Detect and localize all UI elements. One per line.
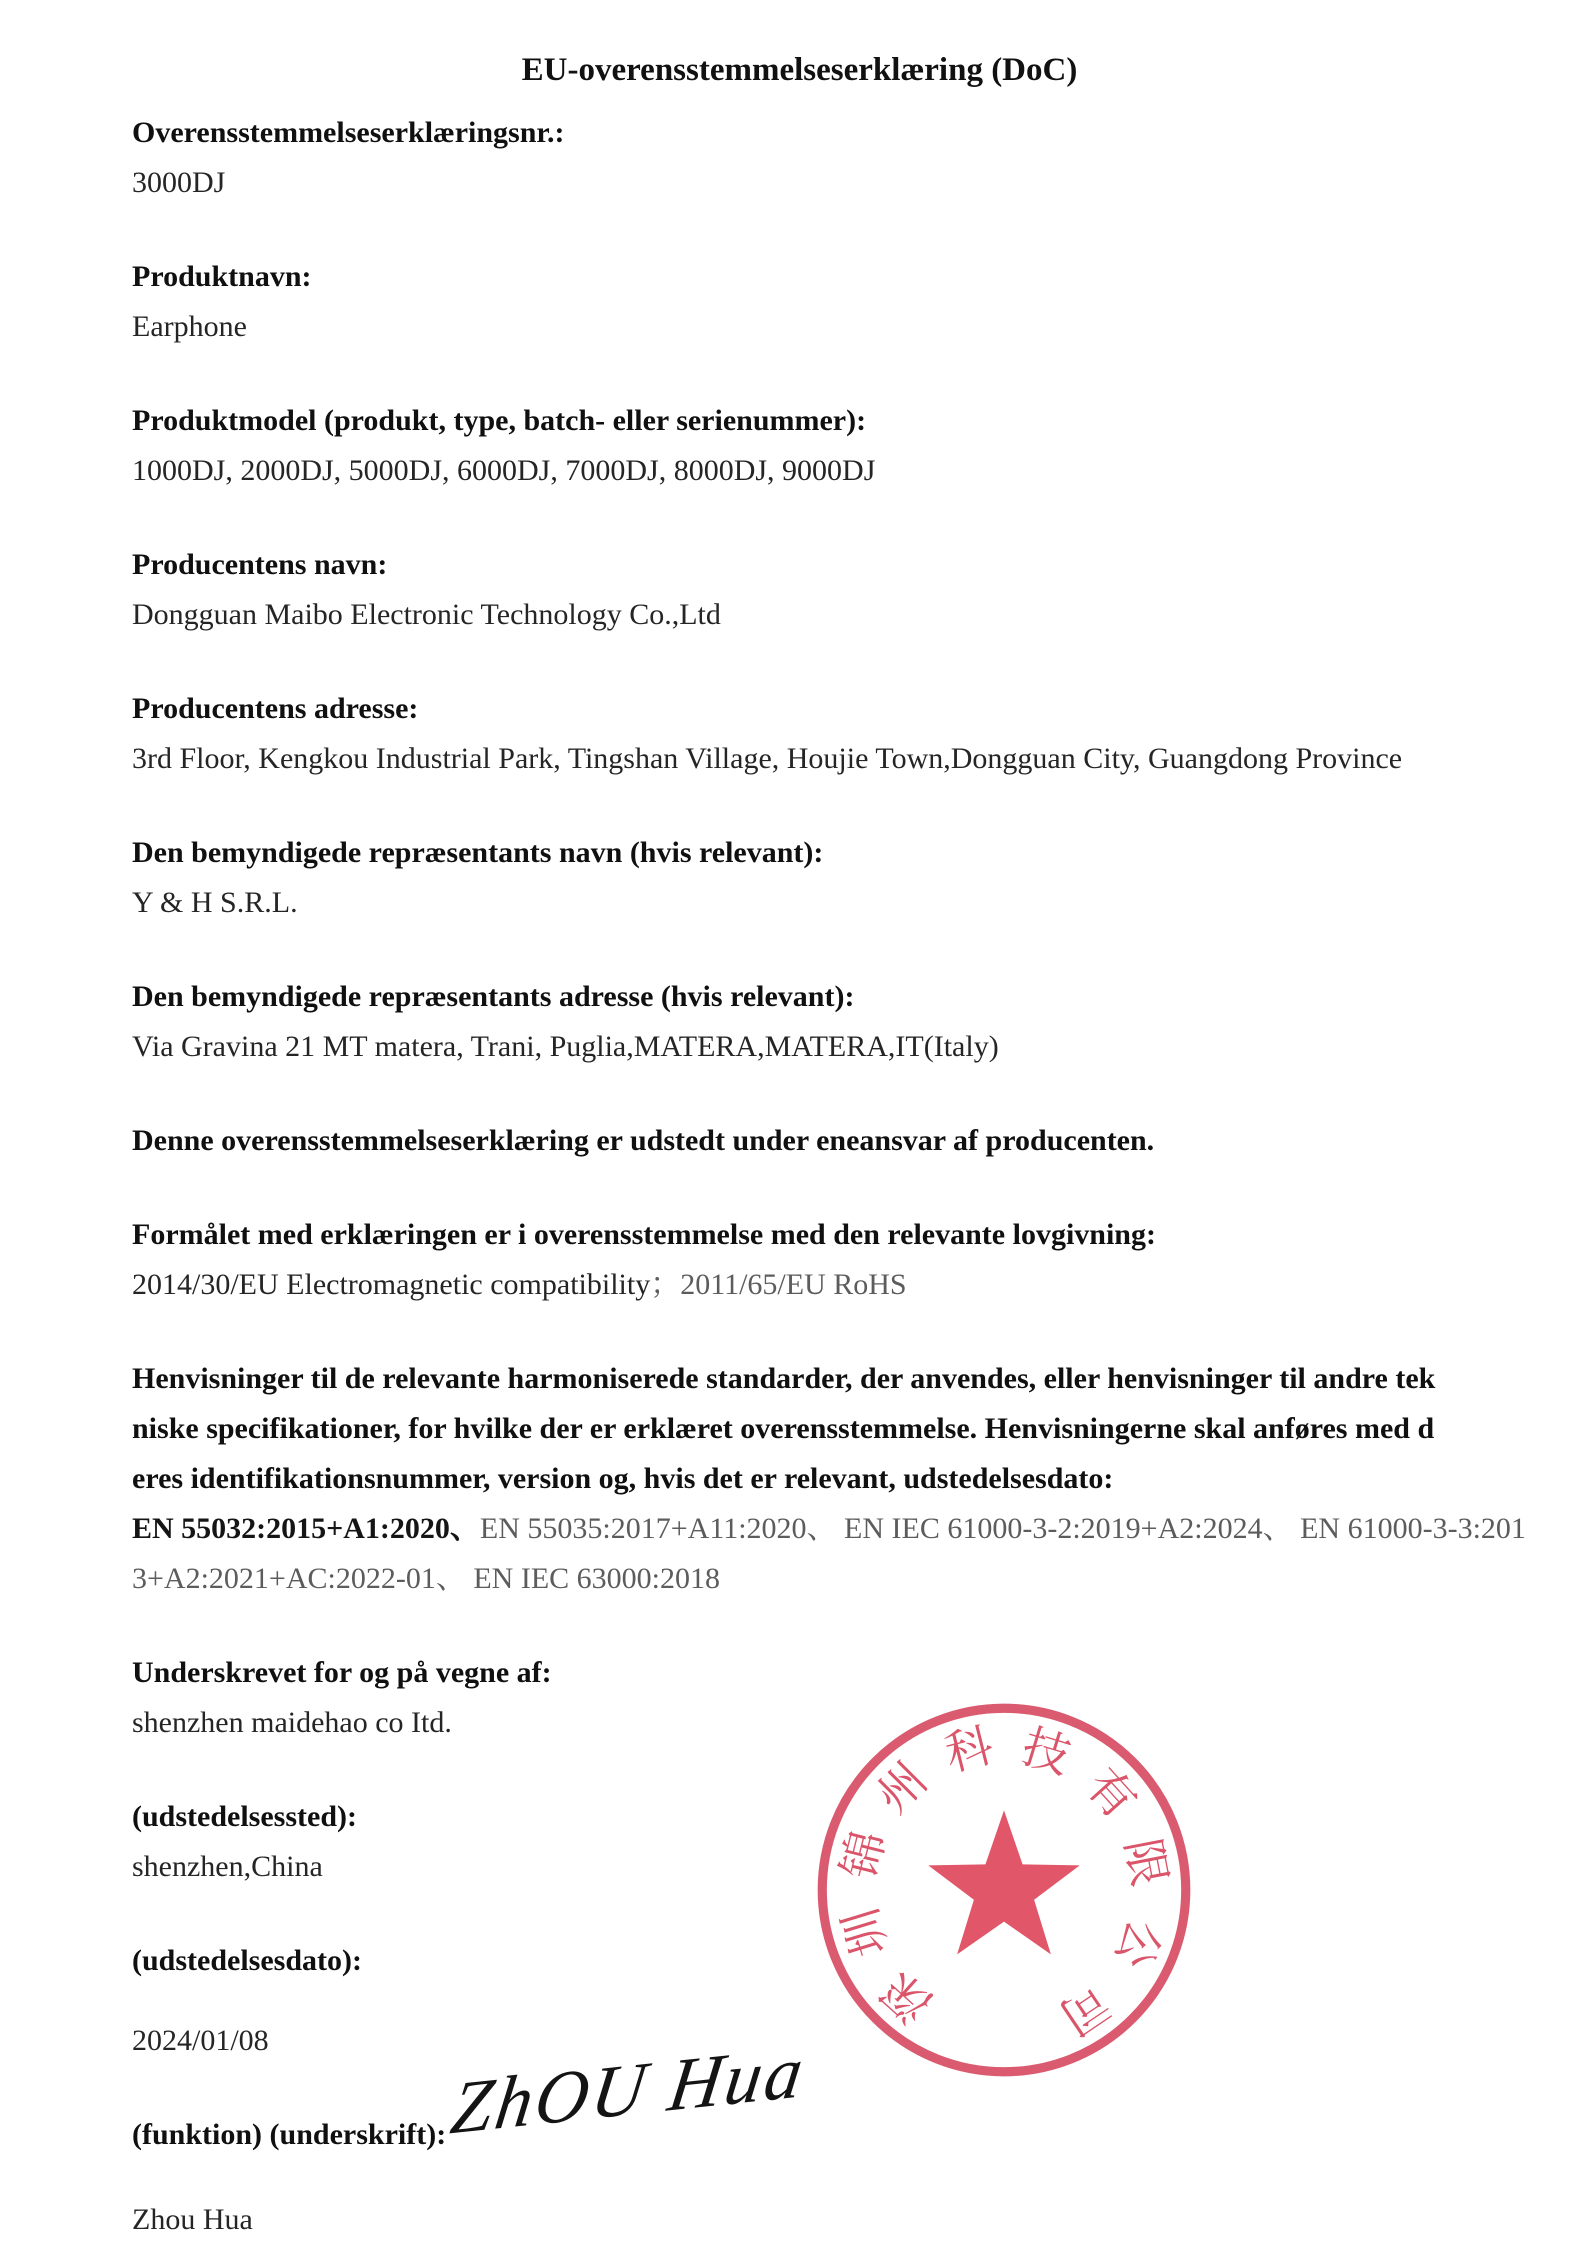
issue-date-label: (udstedelsesdato): xyxy=(132,1944,362,1977)
field-manufacturer-address-label: Producentens adresse: xyxy=(132,692,419,725)
issue-place-label: (udstedelsessted): xyxy=(132,1800,357,1833)
legislation-block xyxy=(132,1210,1467,1310)
declaration-statement: Denne overensstemmelseserklæring er udstedt under eneansvar af producenten. xyxy=(132,1124,1155,1157)
standards-intro-line-3: eres identifikationsnummer, version og, hvis det er relevant, udstedelsesdato: xyxy=(132,1462,1114,1495)
field-product-name-label: Produktnavn: xyxy=(132,260,312,293)
field-representative-address-value: Via Gravina 21 MT matera, Trani, Puglia,MATERA,MATERA,IT(Italy) xyxy=(132,1030,999,1063)
field-doc-number-label: Overensstemmelseserklæringsnr.: xyxy=(132,116,565,149)
field-doc-number-value: 3000DJ xyxy=(132,166,226,199)
standards-list-line-2: 3+A2:2021+AC:2022-01、 EN IEC 63000:2018 xyxy=(132,1562,720,1595)
field-product-model xyxy=(132,396,1467,496)
stamp-char: 技 xyxy=(1015,1720,1077,1785)
company-stamp xyxy=(810,1696,1198,2084)
stamp-char: 限 xyxy=(1115,1834,1176,1891)
standards-list-line-1-rest: EN 55035:2017+A11:2020、 EN IEC 61000-3-2:2019+A2:2024、 EN 61000-3-3:201 xyxy=(479,1512,1526,1545)
standards-intro-line-1: Henvisninger til de relevante harmoniserede standarder, der anvendes, eller henvisninger til andre tek xyxy=(132,1362,1436,1395)
standards-block xyxy=(132,1354,1526,1604)
standards-list-line-1 xyxy=(132,1504,1526,1554)
issue-place-block xyxy=(132,1792,1467,1892)
issue-date-value: 2024/01/08 xyxy=(132,2024,269,2057)
stamp-char: 科 xyxy=(940,1719,999,1782)
signed-for-value: shenzhen maidehao co Itd. xyxy=(132,1706,452,1739)
stamp-char: 深 xyxy=(873,1961,943,2032)
field-product-name xyxy=(132,252,1467,352)
signed-for-label: Underskrevet for og på vegne af: xyxy=(132,1656,552,1689)
field-representative-name xyxy=(132,828,1467,928)
stamp-char: 圳 xyxy=(834,1901,899,1963)
field-representative-address-label: Den bemyndigede repræsentants adresse (hvis relevant): xyxy=(132,980,855,1013)
field-representative-name-value: Y & H S.R.L. xyxy=(132,886,298,919)
field-manufacturer-name-label: Producentens navn: xyxy=(132,548,388,581)
legislation-separator: ； xyxy=(650,1268,681,1301)
declaration-statement-block xyxy=(132,1116,1467,1166)
field-product-name-value: Earphone xyxy=(132,310,247,343)
field-representative-name-label: Den bemyndigede repræsentants navn (hvis relevant): xyxy=(132,836,824,869)
stamp-char: 州 xyxy=(867,1753,938,1824)
signed-for-block xyxy=(132,1648,1467,1748)
standard-en-55032: EN 55032:2015+A1:2020、 xyxy=(132,1512,480,1545)
field-product-model-value: 1000DJ, 2000DJ, 5000DJ, 6000DJ, 7000DJ, 8000DJ, 9000DJ xyxy=(132,454,876,487)
field-manufacturer-address xyxy=(132,684,1467,784)
signer-name: Zhou Hua xyxy=(132,2203,253,2236)
legislation-label: Formålet med erklæringen er i overensstemmelse med den relevante lovgivning: xyxy=(132,1218,1156,1251)
standards-intro-line-2: niske specifikationer, for hvilke der er erklæret overensstemmelse. Henvisningerne skal anføres med d xyxy=(132,1412,1435,1445)
field-manufacturer-name-value: Dongguan Maibo Electronic Technology Co.,Ltd xyxy=(132,598,721,631)
stamp-char: 锦 xyxy=(833,1826,896,1885)
stamp-char: 有 xyxy=(1075,1759,1146,1829)
field-representative-address xyxy=(132,972,1467,1072)
stamp-char: 司 xyxy=(1050,1974,1119,2044)
function-signature-label: (funktion) (underskrift): xyxy=(132,2118,447,2151)
handwritten-signature: ZhOU Hua xyxy=(446,2030,811,2151)
stamp-star-icon xyxy=(928,1810,1080,1954)
legislation-primary: 2014/30/EU Electromagnetic compatibility xyxy=(132,1268,651,1301)
stamp-char: 公 xyxy=(1104,1912,1171,1976)
page-title: EU-overensstemmelseserklæring (DoC) xyxy=(521,52,1078,88)
field-manufacturer-address-value: 3rd Floor, Kengkou Industrial Park, Tingshan Village, Houjie Town,Dongguan City, Guangdong Province xyxy=(132,742,1403,775)
field-manufacturer-name xyxy=(132,540,1467,640)
function-signature-block xyxy=(132,2110,1467,2245)
legislation-secondary: 2011/65/EU RoHS xyxy=(680,1268,907,1301)
issue-place-value: shenzhen,China xyxy=(132,1850,323,1883)
field-doc-number xyxy=(132,108,1467,208)
legislation-value xyxy=(132,1260,1467,1310)
field-product-model-label: Produktmodel (produkt, type, batch- eller serienummer): xyxy=(132,404,867,437)
